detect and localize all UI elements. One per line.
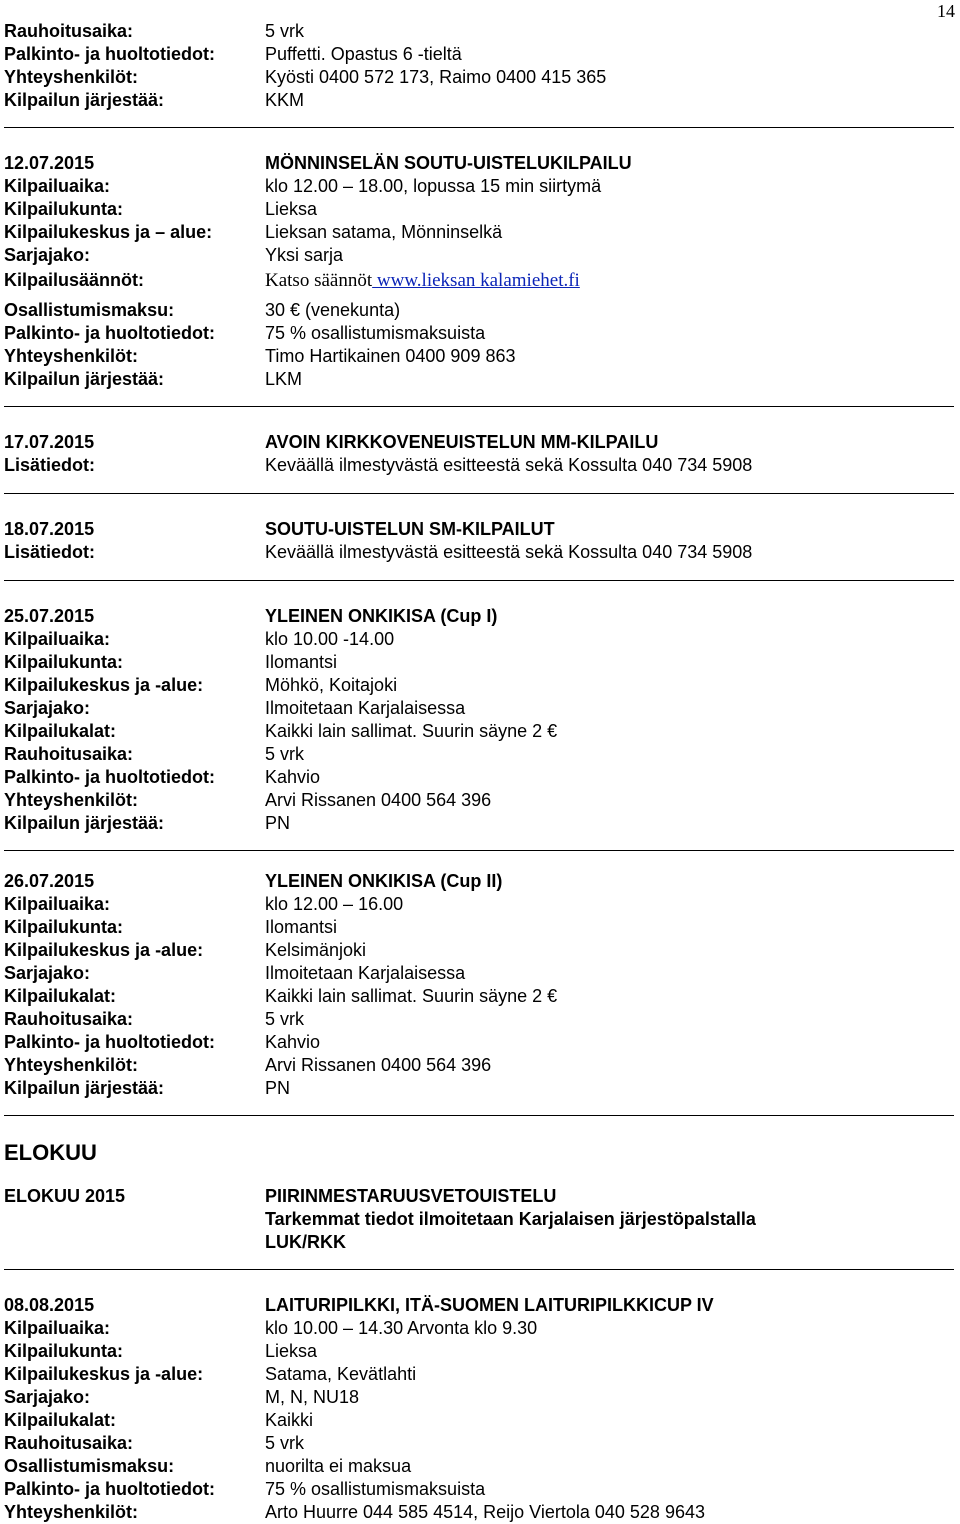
field-label: Kilpailukeskus ja – alue: [4, 222, 213, 242]
field-label: Kilpailukalat: [4, 1410, 117, 1430]
field-value: Yksi sarja [265, 245, 344, 265]
field-value: klo 12.00 – 18.00, lopussa 15 min siirtymä [265, 176, 602, 196]
event-row [4, 651, 954, 674]
event-row [4, 1340, 954, 1363]
event-row [4, 1478, 954, 1501]
intro-row [4, 66, 954, 89]
event-date: 12.07.2015 [4, 153, 95, 173]
event-title: LAITURIPILKKI, ITÄ-SUOMEN LAITURIPILKKICUP IV [265, 1295, 714, 1315]
event-row [4, 1208, 954, 1231]
event-row [4, 221, 954, 244]
event-date: 08.08.2015 [4, 1295, 95, 1315]
event-row [4, 345, 954, 368]
event-row [4, 789, 954, 812]
field-value: Ilmoitetaan Karjalaisessa [265, 698, 466, 718]
event-header [4, 518, 954, 541]
field-value: 30 € (venekunta) [265, 300, 401, 320]
field-value: klo 12.00 – 16.00 [265, 894, 404, 914]
page-number: 14 [937, 1, 955, 21]
event-title: PIIRINMESTARUUSVETOUISTELU [265, 1186, 557, 1206]
event-row [4, 1386, 954, 1409]
rules-link[interactable]: www.lieksan kalamiehet.fi [372, 270, 580, 291]
field-label: Rauhoitusaika: [4, 21, 134, 41]
field-label: Kilpailusäännöt: [4, 270, 145, 290]
event-header [4, 152, 954, 175]
field-value: Kahvio [265, 1032, 321, 1052]
field-value [265, 269, 580, 292]
field-label: Rauhoitusaika: [4, 1009, 134, 1029]
event-row [4, 985, 954, 1008]
event-date: 26.07.2015 [4, 871, 95, 891]
event-row [4, 939, 954, 962]
event-row [4, 454, 954, 477]
field-label: Kilpailun järjestää: [4, 90, 165, 110]
field-label: Kilpailun järjestää: [4, 369, 165, 389]
field-value: Satama, Kevätlahti [265, 1364, 417, 1384]
event-row [4, 1231, 954, 1254]
event-row [4, 962, 954, 985]
divider [4, 580, 954, 581]
event-row [4, 1317, 954, 1340]
field-label: Kilpailukunta: [4, 652, 124, 672]
event-row [4, 697, 954, 720]
event-date: 17.07.2015 [4, 432, 95, 452]
field-value: 5 vrk [265, 1009, 305, 1029]
divider [4, 1269, 954, 1270]
field-label: Kilpailukunta: [4, 1341, 124, 1361]
event-row [4, 175, 954, 198]
intro-row [4, 43, 954, 66]
field-label: Yhteyshenkilöt: [4, 1502, 139, 1522]
field-value: Ilomantsi [265, 652, 338, 672]
event-row [4, 541, 954, 564]
field-label: Lisätiedot: [4, 542, 96, 562]
field-label: Sarjajako: [4, 963, 91, 983]
event-row [4, 812, 954, 835]
field-value: Lieksa [265, 1341, 318, 1361]
field-label: Kilpailukeskus ja -alue: [4, 1364, 204, 1384]
event-organizer: LUK/RKK [265, 1232, 346, 1252]
divider [4, 493, 954, 494]
field-value: LKM [265, 369, 303, 389]
event-row [4, 269, 954, 292]
field-label: Sarjajako: [4, 1387, 91, 1407]
event-row [4, 1077, 954, 1100]
field-label: Kilpailukunta: [4, 917, 124, 937]
field-value: Arto Huurre 044 585 4514, Reijo Viertola 040 528 9643 [265, 1502, 705, 1522]
field-label: Kilpailun järjestää: [4, 813, 165, 833]
field-value: Kelsimänjoki [265, 940, 367, 960]
event-date: ELOKUU 2015 [4, 1186, 126, 1206]
event-row [4, 1008, 954, 1031]
divider [4, 406, 954, 407]
field-value: PN [265, 1078, 291, 1098]
field-label: Palkinto- ja huoltotiedot: [4, 1479, 215, 1499]
field-label: Kilpailukeskus ja -alue: [4, 675, 204, 695]
event-header [4, 1294, 954, 1317]
event-row [4, 1432, 954, 1455]
event-row [4, 1363, 954, 1386]
field-label: Kilpailukeskus ja -alue: [4, 940, 204, 960]
field-value: 75 % osallistumismaksuista [265, 1479, 486, 1499]
event-date: 18.07.2015 [4, 519, 95, 539]
field-value: 5 vrk [265, 21, 305, 41]
event-row [4, 322, 954, 345]
field-label: Osallistumismaksu: [4, 300, 175, 320]
field-label: Kilpailukalat: [4, 986, 117, 1006]
field-value: Kaikki lain sallimat. Suurin säyne 2 € [265, 986, 558, 1006]
event-title: YLEINEN ONKIKISA (Cup I) [265, 606, 498, 626]
field-value: Arvi Rissanen 0400 564 396 [265, 1055, 492, 1075]
event-row [4, 1031, 954, 1054]
event-row [4, 674, 954, 697]
field-label: Kilpailukalat: [4, 721, 117, 741]
field-value: 5 vrk [265, 1433, 305, 1453]
field-label: Yhteyshenkilöt: [4, 346, 139, 366]
field-label: Yhteyshenkilöt: [4, 1055, 139, 1075]
field-value: 5 vrk [265, 744, 305, 764]
field-value: Lieksan satama, Mönninselkä [265, 222, 503, 242]
field-value: klo 10.00 – 14.30 Arvonta klo 9.30 [265, 1318, 538, 1338]
field-value: Lieksa [265, 199, 318, 219]
field-value: Puffetti. Opastus 6 -tieltä [265, 44, 462, 64]
field-label: Kilpailun järjestää: [4, 1078, 165, 1098]
intro-row [4, 20, 954, 43]
event-header [4, 431, 954, 454]
event-row [4, 198, 954, 221]
divider [4, 127, 954, 128]
field-value: 75 % osallistumismaksuista [265, 323, 486, 343]
event-note: Tarkemmat tiedot ilmoitetaan Karjalaisen järjestöpalstalla [265, 1209, 756, 1229]
event-title: YLEINEN ONKIKISA (Cup II) [265, 871, 503, 891]
event-row [4, 1054, 954, 1077]
field-label: Palkinto- ja huoltotiedot: [4, 767, 215, 787]
field-label: Kilpailuaika: [4, 894, 111, 914]
month-heading: ELOKUU [4, 1140, 97, 1165]
event-row [4, 1409, 954, 1432]
field-value: Ilmoitetaan Karjalaisessa [265, 963, 466, 983]
field-value: Kahvio [265, 767, 321, 787]
event-row [4, 1455, 954, 1478]
event-row [4, 893, 954, 916]
field-label: Palkinto- ja huoltotiedot: [4, 44, 215, 64]
field-label: Palkinto- ja huoltotiedot: [4, 1032, 215, 1052]
field-value: nuorilta ei maksua [265, 1456, 412, 1476]
intro-row [4, 89, 954, 112]
field-label: Kilpailukunta: [4, 199, 124, 219]
field-label: Palkinto- ja huoltotiedot: [4, 323, 215, 343]
event-row [4, 244, 954, 267]
field-label: Lisätiedot: [4, 455, 96, 475]
event-header [4, 870, 954, 893]
field-label: Kilpailuaika: [4, 1318, 111, 1338]
event-row [4, 916, 954, 939]
rules-text: Katso säännöt [265, 270, 373, 291]
event-row [4, 299, 954, 322]
field-value: Kyösti 0400 572 173, Raimo 0400 415 365 [265, 67, 607, 87]
event-title: AVOIN KIRKKOVENEUISTELUN MM-KILPAILU [265, 432, 659, 452]
event-row [4, 743, 954, 766]
event-header [4, 1185, 954, 1208]
field-label: Sarjajako: [4, 245, 91, 265]
event-title: MÖNNINSELÄN SOUTU-UISTELUKILPAILU [265, 153, 632, 173]
field-value: Arvi Rissanen 0400 564 396 [265, 790, 492, 810]
event-header [4, 605, 954, 628]
field-label: Kilpailuaika: [4, 176, 111, 196]
field-label: Sarjajako: [4, 698, 91, 718]
field-value: Keväällä ilmestyvästä esitteestä sekä Kossulta 040 734 5908 [265, 542, 753, 562]
field-value: Kaikki [265, 1410, 314, 1430]
field-value: Kaikki lain sallimat. Suurin säyne 2 € [265, 721, 558, 741]
field-value: Keväällä ilmestyvästä esitteestä sekä Kossulta 040 734 5908 [265, 455, 753, 475]
divider [4, 1115, 954, 1116]
field-label: Rauhoitusaika: [4, 744, 134, 764]
event-row [4, 368, 954, 391]
field-value: Ilomantsi [265, 917, 338, 937]
divider [4, 850, 954, 851]
field-value: Möhkö, Koitajoki [265, 675, 398, 695]
field-value: klo 10.00 -14.00 [265, 629, 395, 649]
field-label: Osallistumismaksu: [4, 1456, 175, 1476]
event-row [4, 766, 954, 789]
event-row [4, 720, 954, 743]
field-label: Rauhoitusaika: [4, 1433, 134, 1453]
event-row [4, 628, 954, 651]
event-date: 25.07.2015 [4, 606, 95, 626]
event-row [4, 1501, 954, 1524]
field-label: Yhteyshenkilöt: [4, 67, 139, 87]
event-title: SOUTU-UISTELUN SM-KILPAILUT [265, 519, 555, 539]
field-value: PN [265, 813, 291, 833]
field-label: Yhteyshenkilöt: [4, 790, 139, 810]
field-value: KKM [265, 90, 305, 110]
field-value: M, N, NU18 [265, 1387, 360, 1407]
field-label: Kilpailuaika: [4, 629, 111, 649]
field-value: Timo Hartikainen 0400 909 863 [265, 346, 516, 366]
